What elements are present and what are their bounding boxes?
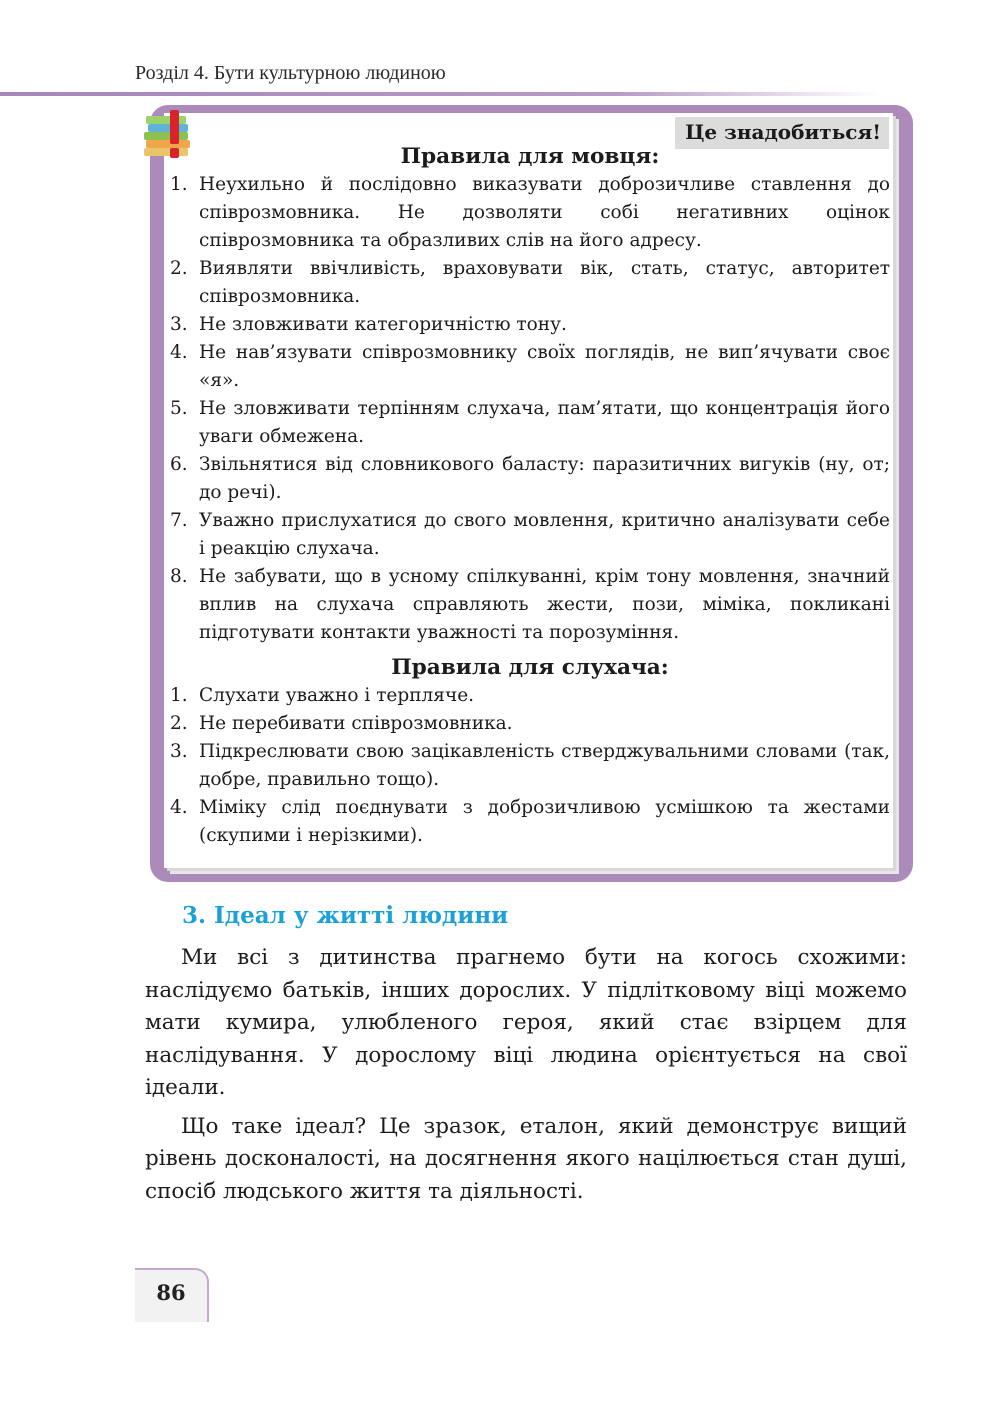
list-item-number: 2. <box>170 258 188 279</box>
list-item <box>170 255 890 311</box>
list-item-number: 5. <box>170 398 188 419</box>
list-item-text: Не зловживати категоричністю тону. <box>199 314 567 335</box>
list-item <box>170 507 890 563</box>
page-number-tab <box>135 1268 209 1322</box>
list-item-text: Підкреслювати свою зацікавленість стверджувальними словами (так, добре, правильно тощо). <box>199 741 890 790</box>
list-item-number: 1. <box>170 685 188 706</box>
list-item-number: 6. <box>170 454 188 475</box>
list-item-number: 7. <box>170 510 188 531</box>
list-item <box>170 710 890 738</box>
list-item-text: Виявляти ввічливість, враховувати вік, стать, статус, авторитет співрозмовника. <box>199 258 890 307</box>
list-item-text: Уважно прислухатися до свого мовлення, критично аналізувати себе і реакцію слухача. <box>199 510 890 559</box>
infobox-content <box>170 143 890 850</box>
listener-rules-list <box>170 682 890 850</box>
list-item <box>170 682 890 710</box>
list-item-text: Не нав’язувати співрозмовнику своїх поглядів, не вип’ячувати своє «я». <box>199 342 890 391</box>
list-item <box>170 395 890 451</box>
list-item-number: 8. <box>170 566 188 587</box>
list-item-text: Не зловживати терпінням слухача, пам’ятати, що концентрація його уваги обмежена. <box>199 398 890 447</box>
list-item-text: Слухати уважно і терпляче. <box>199 685 475 706</box>
speaker-rules-list <box>170 171 890 647</box>
list-item-number: 1. <box>170 174 188 195</box>
speaker-rules-title: Правила для мовця: <box>400 144 660 169</box>
list-item <box>170 171 890 255</box>
list-item <box>170 738 890 794</box>
list-item <box>170 794 890 850</box>
infobox-tag: Це знадобиться! <box>675 117 889 149</box>
list-item-text: Неухильно й послідовно виказувати доброзичливе ставлення до співрозмовника. Не дозволяти собі негативних оцінок співрозмовника та образливих слів на його адресу. <box>199 174 890 251</box>
paragraph: Ми всі з дитинства прагнемо бути на когось схожими: наслідуємо батьків, інших дорослих. У підлітковому віці можемо мати кумира, улюбленого героя, який стає взірцем для наслідування. У дорослому віці людина орієнтується на свої ідеали. <box>145 945 907 1100</box>
list-item <box>170 451 890 507</box>
list-item <box>170 339 890 395</box>
paragraph: Що таке ідеал? Це зразок, еталон, який демонструє вищий рівень досконалості, на досягнення якого націлюється стан душі, спосіб людського життя та діяльності. <box>145 1113 907 1204</box>
section-heading: 3. Ідеал у житті людини <box>182 902 509 929</box>
list-item <box>170 311 890 339</box>
list-item-number: 3. <box>170 314 188 335</box>
list-item-text: Не перебивати співрозмовника. <box>199 713 513 734</box>
header-rule <box>0 92 880 96</box>
list-item-text: Не забувати, що в усному спілкуванні, крім тону мовлення, значний вплив на слухача справляють жести, пози, міміка, покликані підготувати контакти уважності та порозуміння. <box>199 566 890 643</box>
page-number: 86 <box>156 1280 186 1305</box>
list-item-number: 4. <box>170 797 188 818</box>
list-item-text: Міміку слід поєднувати з доброзичливою усмішкою та жестами (скупими і нерізкими). <box>199 797 890 846</box>
list-item-number: 4. <box>170 342 188 363</box>
list-item-text: Звільнятися від словникового баласту: паразитичних вигуків (ну, от; до речі). <box>199 454 890 503</box>
section-body <box>145 942 907 1214</box>
listener-rules-title: Правила для слухача: <box>391 655 669 680</box>
list-item-number: 2. <box>170 713 188 734</box>
list-item <box>170 563 890 647</box>
list-item-number: 3. <box>170 741 188 762</box>
running-title: Розділ 4. Бути культурною людиною <box>135 62 446 84</box>
